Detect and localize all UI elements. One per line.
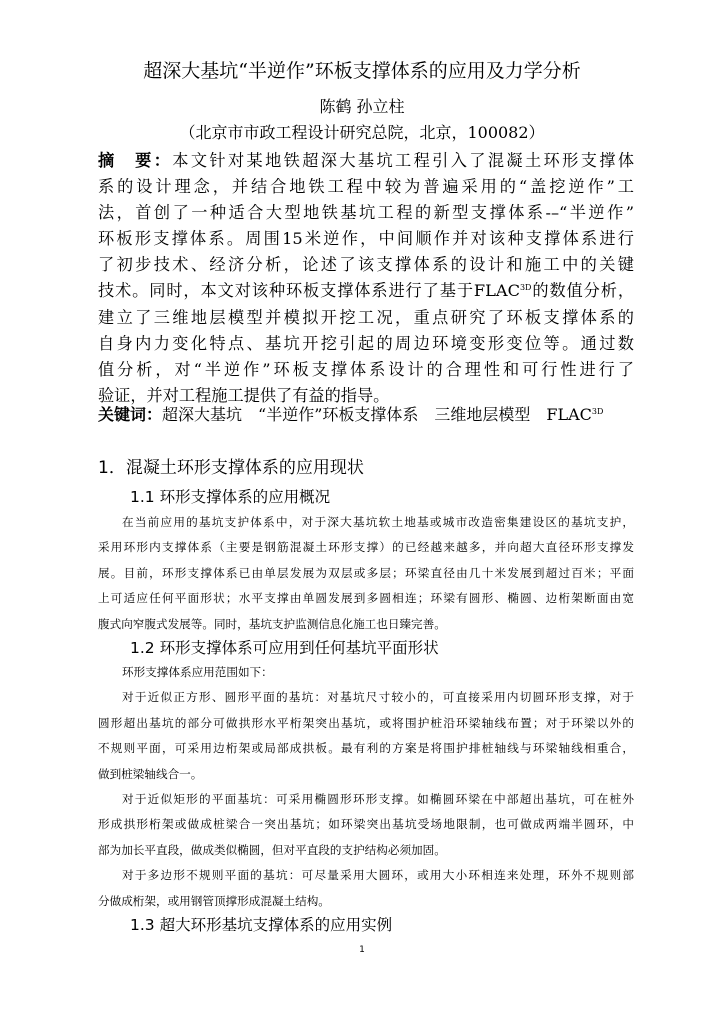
body-line: 在当前应用的基坑支护体系中，对于深大基坑软土地基或城市改造密集建设区的基坑支护， — [122, 515, 634, 529]
body-line: 形成拱形桁架或做成桩梁合一突出基坑；如环梁突出基坑受场地限制，也可做成两端半圆环，中 — [98, 817, 634, 832]
abstract-line: 法，首创了一种适合大型地铁基坑工程的新型支撑体系-–“半逆作” — [98, 203, 634, 223]
body-line: 分做成桁架，或用钢管顶撑形成混凝土结构。 — [98, 893, 330, 908]
body-line: 上可适应任何平面形状；水平支撑由单圆发展到多圆相连；环梁有圆形、椭圆、边桁架断面由宽 — [98, 591, 634, 606]
body-line: 展。目前，环形支撑体系已由单层发展为双层或多层；环梁直径由几十米发展到超过百米；平面 — [98, 565, 634, 580]
body-line: 对于多边形不规则平面的基坑：可尽量采用大圆环，或用大小环相连来处理，环外不规则部 — [122, 868, 634, 883]
body-line: 圆形超出基坑的部分可做拱形水平桁架突出基坑，或将围护桩沿环梁轴线布置；对于环梁以外的 — [98, 715, 634, 730]
body-line: 不规则平面，可采用边桁架或局部成拱板。最有利的方案是将围护排桩轴线与环梁轴线相重合， — [98, 741, 634, 756]
section-1-2-body — [98, 660, 634, 914]
authors: 陈鹤 孙立柱 — [319, 97, 405, 116]
section-1-heading: 1．混凝土环形支撑体系的应用现状 — [98, 458, 364, 478]
abstract-line: 环板形支撑体系。周围15米逆作，中间顺作并对该种支撑体系进行 — [98, 229, 634, 249]
body-line: 腹式向窄腹式发展等。同时，基坑支护监测信息化施工也日臻完善。 — [98, 616, 446, 631]
body-line: 对于近似矩形的平面基坑：可采用椭圆形环形支撑。如椭圆环梁在中部超出基坑，可在桩外 — [122, 791, 634, 806]
abstract-line: 技术。同时，本文对该种环板支撑体系进行了基于$FLAC^{3D}$的数值分析， — [98, 281, 634, 301]
section-1-1-heading: 1.1 环形支撑体系的应用概况 — [130, 488, 331, 506]
flac-superscript: 3D — [519, 283, 532, 293]
section-1-2-heading: 1.2 环形支撑体系可应用到任何基坑平面形状 — [130, 639, 439, 657]
body-line: 采用环形内支撑体系（主要是钢筋混凝土环形支撑）的已经越来越多，并向超大直径环形支撑发 — [98, 540, 634, 555]
abstract-line: 值分析，对“半逆作”环板支撑体系设计的合理性和可行性进行了 — [98, 359, 634, 379]
abstract-line: 了初步技术、经济分析，论述了该支撑体系的设计和施工中的关键 — [98, 255, 634, 275]
affiliation: （北京市市政工程设计研究总院，北京，100082） — [179, 123, 545, 142]
abstract-line: 系的设计理念，并结合地铁工程中较为普遍采用的“盖挖逆作”工 — [98, 177, 634, 197]
abstract-line: 摘 要：本文针对某地铁超深大基坑工程引入了混凝土环形支撑体 — [98, 151, 634, 170]
section-1-3-heading: 1.3 超大环形基坑支撑体系的应用实例 — [130, 916, 393, 934]
keywords — [98, 403, 634, 427]
body-line: 对于近似正方形、圆形平面的基坑：对基坑尺寸较小的，可直接采用内切圆环形支撑，对于 — [122, 690, 634, 705]
body-line: 做到桩梁轴线合一。 — [98, 766, 203, 781]
body-line: 环形支撑体系应用范围如下： — [122, 665, 273, 679]
abstract-label: 摘 要： — [98, 151, 173, 170]
keywords-superscript: 3D — [591, 407, 604, 416]
section-1-1-body — [98, 510, 634, 637]
keywords-text: 超深大基坑 “半逆作”环板支撑体系 三维地层模型 FLAC — [162, 405, 592, 424]
body-line: 部为加长平直段，做成类似椭圆，但对平直段的支护结构必须加固。 — [98, 842, 446, 857]
abstract-line: 建立了三维地层模型并模拟开挖工况，重点研究了环板支撑体系的 — [98, 307, 634, 327]
keywords-label: 关键词： — [98, 405, 163, 424]
abstract — [98, 148, 634, 409]
paper-title: 超深大基坑“半逆作”环板支撑体系的应用及力学分析 — [143, 60, 581, 82]
page-number: 1 — [359, 945, 365, 955]
abstract-line: 验证，并对工程施工提供了有益的指导。 — [98, 385, 390, 405]
abstract-line: 自身内力变化特点、基坑开挖引起的周边环境变形变位等。通过数 — [98, 333, 634, 353]
